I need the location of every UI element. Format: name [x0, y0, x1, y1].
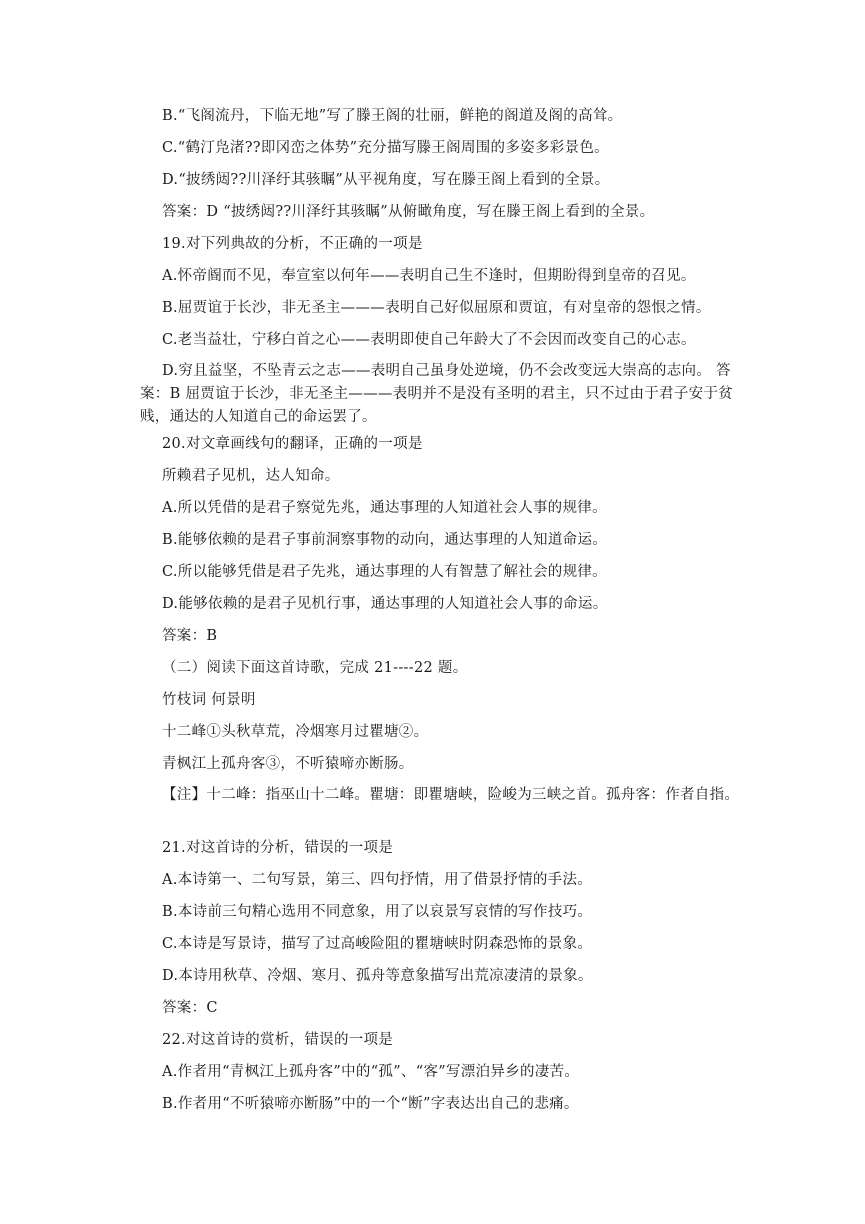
poem-title: 竹枝词 何景明	[162, 692, 256, 708]
q20-answer: 答案：B	[162, 628, 218, 644]
q22-option-a: A.作者用“青枫江上孤舟客”中的“孤”、“客”写漂泊异乡的凄苦。	[162, 1064, 580, 1080]
q21-option-c: C.本诗是写景诗，描写了过高峻险阻的瞿塘峡时阴森恐怖的景象。	[162, 936, 593, 952]
q19-option-d-and-answer: D.穷且益坚，不坠青云之志——表明自己虽身处逆境，仍不会改变远大崇高的志向。 答案：B 屈贾谊于长沙，非无圣主———表明并不是没有圣明的君主，只不过由于君子安于贫贱，通达的人知道自己的命运罢了。	[140, 363, 734, 425]
q20-option-d: D.能够依赖的是君子见机行事，通达事理的人知道社会人事的命运。	[162, 596, 608, 612]
section2-heading: （二）阅读下面这首诗歌，完成 21----22 题。	[162, 660, 468, 676]
q21-stem: 21.对这首诗的分析，错误的一项是	[162, 840, 394, 856]
q19-stem: 19.对下列典故的分析，不正确的一项是	[162, 236, 423, 252]
q21-option-b: B.本诗前三句精心选用不同意象，用了以哀景写哀情的写作技巧。	[162, 904, 593, 920]
poem-note: 【注】十二峰：指巫山十二峰。瞿塘：即瞿塘峡，险峻为三峡之首。孤舟客：作者自指。	[162, 787, 740, 803]
q20-option-a: A.所以凭借的是君子察觉先兆，通达事理的人知道社会人事的规律。	[162, 500, 607, 516]
q20-quote: 所赖君子见机，达人知命。	[162, 468, 340, 484]
q21-option-a: A.本诗第一、二句写景，第三、四句抒情，用了借景抒情的手法。	[162, 872, 593, 888]
poem-line-2: 青枫江上孤舟客③，不听猿啼亦断肠。	[162, 756, 414, 772]
q18-answer: 答案：D “披绣闼??川泽纡其骇瞩”从俯瞰角度，写在滕王阁上看到的全景。	[162, 204, 655, 220]
q20-option-b: B.能够依赖的是君子事前洞察事物的动向，通达事理的人知道命运。	[162, 532, 608, 548]
q21-answer: 答案：C	[162, 1000, 218, 1016]
q18-option-b: B.“飞阁流丹，下临无地”写了滕王阁的壮丽，鲜艳的阁道及阁的高耸。	[162, 108, 623, 124]
q20-option-c: C.所以能够凭借是君子先兆，通达事理的人有智慧了解社会的规律。	[162, 564, 607, 580]
q21-option-d: D.本诗用秋草、冷烟、寒月、孤舟等意象描写出荒凉凄清的景象。	[162, 968, 593, 984]
q18-option-d: D.“披绣闼??川泽纡其骇瞩”从平视角度，写在滕王阁上看到的全景。	[162, 172, 610, 188]
q19-option-b: B.屈贾谊于长沙，非无圣主———表明自己好似屈原和贾谊，有对皇帝的怨恨之情。	[162, 300, 711, 316]
q22-stem: 22.对这首诗的赏析，错误的一项是	[162, 1032, 394, 1048]
q19-option-a: A.怀帝阍而不见，奉宣室以何年——表明自己生不逢时，但期盼得到皇帝的召见。	[162, 268, 696, 284]
q19-option-c: C.老当益壮，宁移白首之心——表明即使自己年龄大了不会因而改变自己的心志。	[162, 332, 696, 348]
q22-option-b: B.作者用“不听猿啼亦断肠”中的一个“断”字表达出自己的悲痛。	[162, 1096, 579, 1112]
q20-stem: 20.对文章画线句的翻译，正确的一项是	[162, 436, 423, 452]
poem-line-1: 十二峰①头秋草荒，冷烟寒月过瞿塘②。	[162, 724, 429, 740]
q18-option-c: C.“鹤汀凫渚??即冈峦之体势”充分描写滕王阁周围的多姿多彩景色。	[162, 140, 609, 156]
